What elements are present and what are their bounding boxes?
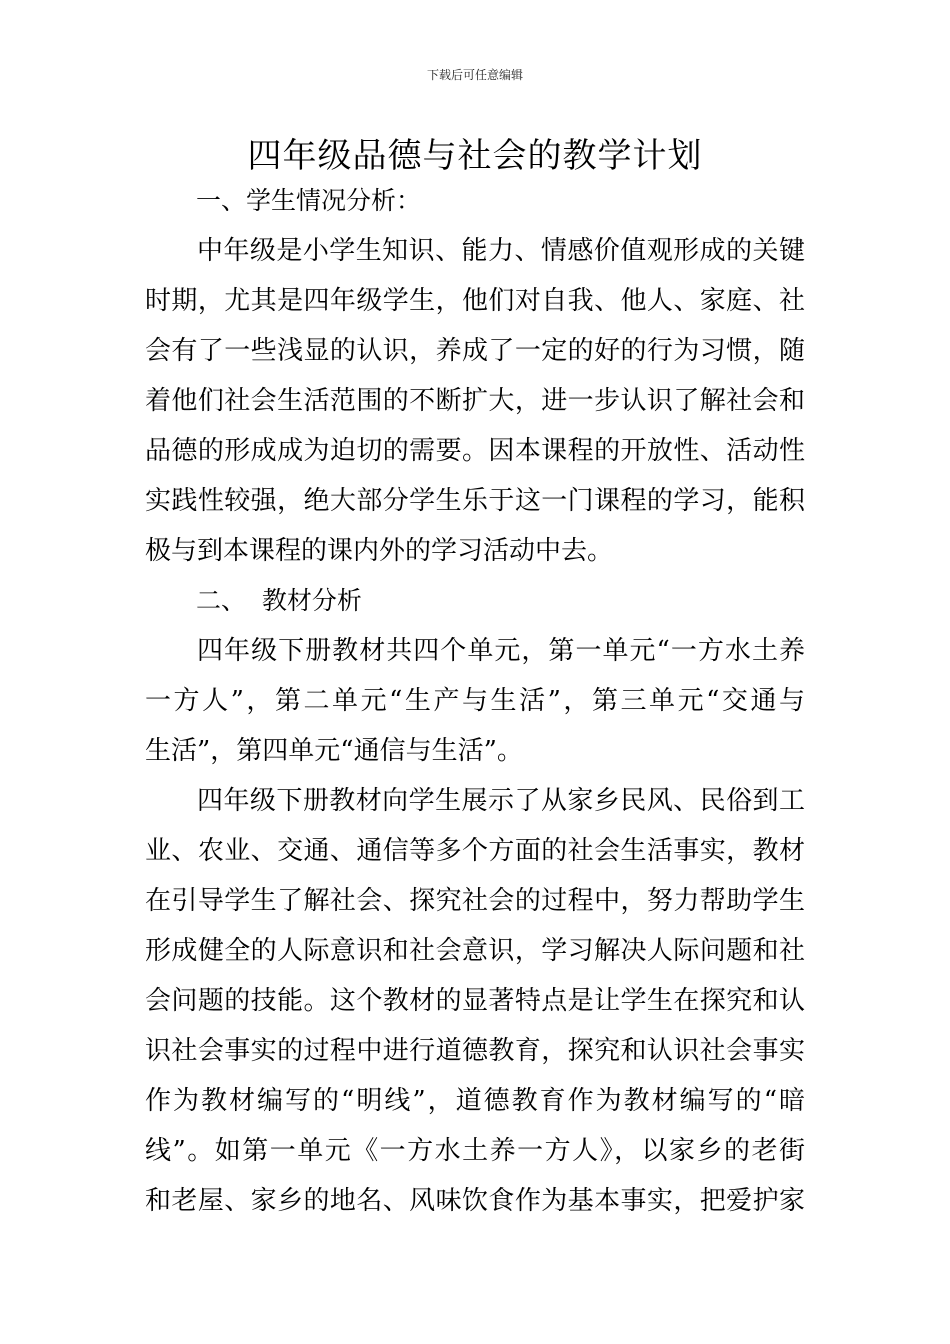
paragraph-line: 识社会事实的过程中进行道德教育，探究和认识社会事实 bbox=[145, 1036, 805, 1066]
paragraph-line: 会有了一些浅显的认识，养成了一定的好的行为习惯，随 bbox=[145, 336, 805, 366]
header-note: 下载后可任意编辑 bbox=[426, 68, 523, 82]
section-heading-textbook-analysis: 二、 教材分析 bbox=[196, 586, 362, 615]
paragraph-line: 中年级是小学生知识、能力、情感价值观形成的关键 bbox=[197, 236, 805, 266]
paragraph-line: 一方人”，第二单元“生产与生活”，第三单元“交通与 bbox=[145, 686, 805, 716]
paragraph-line: 业、农业、交通、通信等多个方面的社会生活事实，教材 bbox=[145, 836, 805, 866]
paragraph-line: 生活”，第四单元“通信与生活”。 bbox=[145, 736, 523, 766]
section-heading-student-analysis: 一、学生情况分析： bbox=[196, 186, 422, 215]
paragraph-line: 形成健全的人际意识和社会意识，学习解决人际问题和社 bbox=[145, 936, 805, 966]
paragraph-line: 实践性较强，绝大部分学生乐于这一门课程的学习，能积 bbox=[145, 486, 805, 516]
paragraph-line: 会问题的技能。这个教材的显著特点是让学生在探究和认 bbox=[145, 986, 805, 1016]
paragraph-line: 极与到本课程的课内外的学习活动中去。 bbox=[145, 536, 614, 566]
paragraph-line: 在引导学生了解社会、探究社会的过程中，努力帮助学生 bbox=[145, 886, 805, 916]
paragraph-line: 作为教材编写的“明线”，道德教育作为教材编写的“暗 bbox=[145, 1086, 805, 1116]
paragraph-line: 四年级下册教材共四个单元，第一单元“一方水土养 bbox=[197, 636, 805, 666]
paragraph-line: 时期，尤其是四年级学生，他们对自我、他人、家庭、社 bbox=[145, 286, 805, 316]
paragraph-line: 线”。如第一单元《一方水土养一方人》，以家乡的老街 bbox=[145, 1136, 805, 1166]
paragraph-line: 四年级下册教材向学生展示了从家乡民风、民俗到工 bbox=[197, 786, 805, 816]
document-title: 四年级品德与社会的教学计划 bbox=[247, 136, 703, 176]
paragraph-line: 和老屋、家乡的地名、风味饮食作为基本事实，把爱护家 bbox=[145, 1186, 805, 1216]
paragraph-line: 着他们社会生活范围的不断扩大，进一步认识了解社会和 bbox=[145, 386, 805, 416]
paragraph-line: 品德的形成成为迫切的需要。因本课程的开放性、活动性 bbox=[145, 436, 805, 466]
